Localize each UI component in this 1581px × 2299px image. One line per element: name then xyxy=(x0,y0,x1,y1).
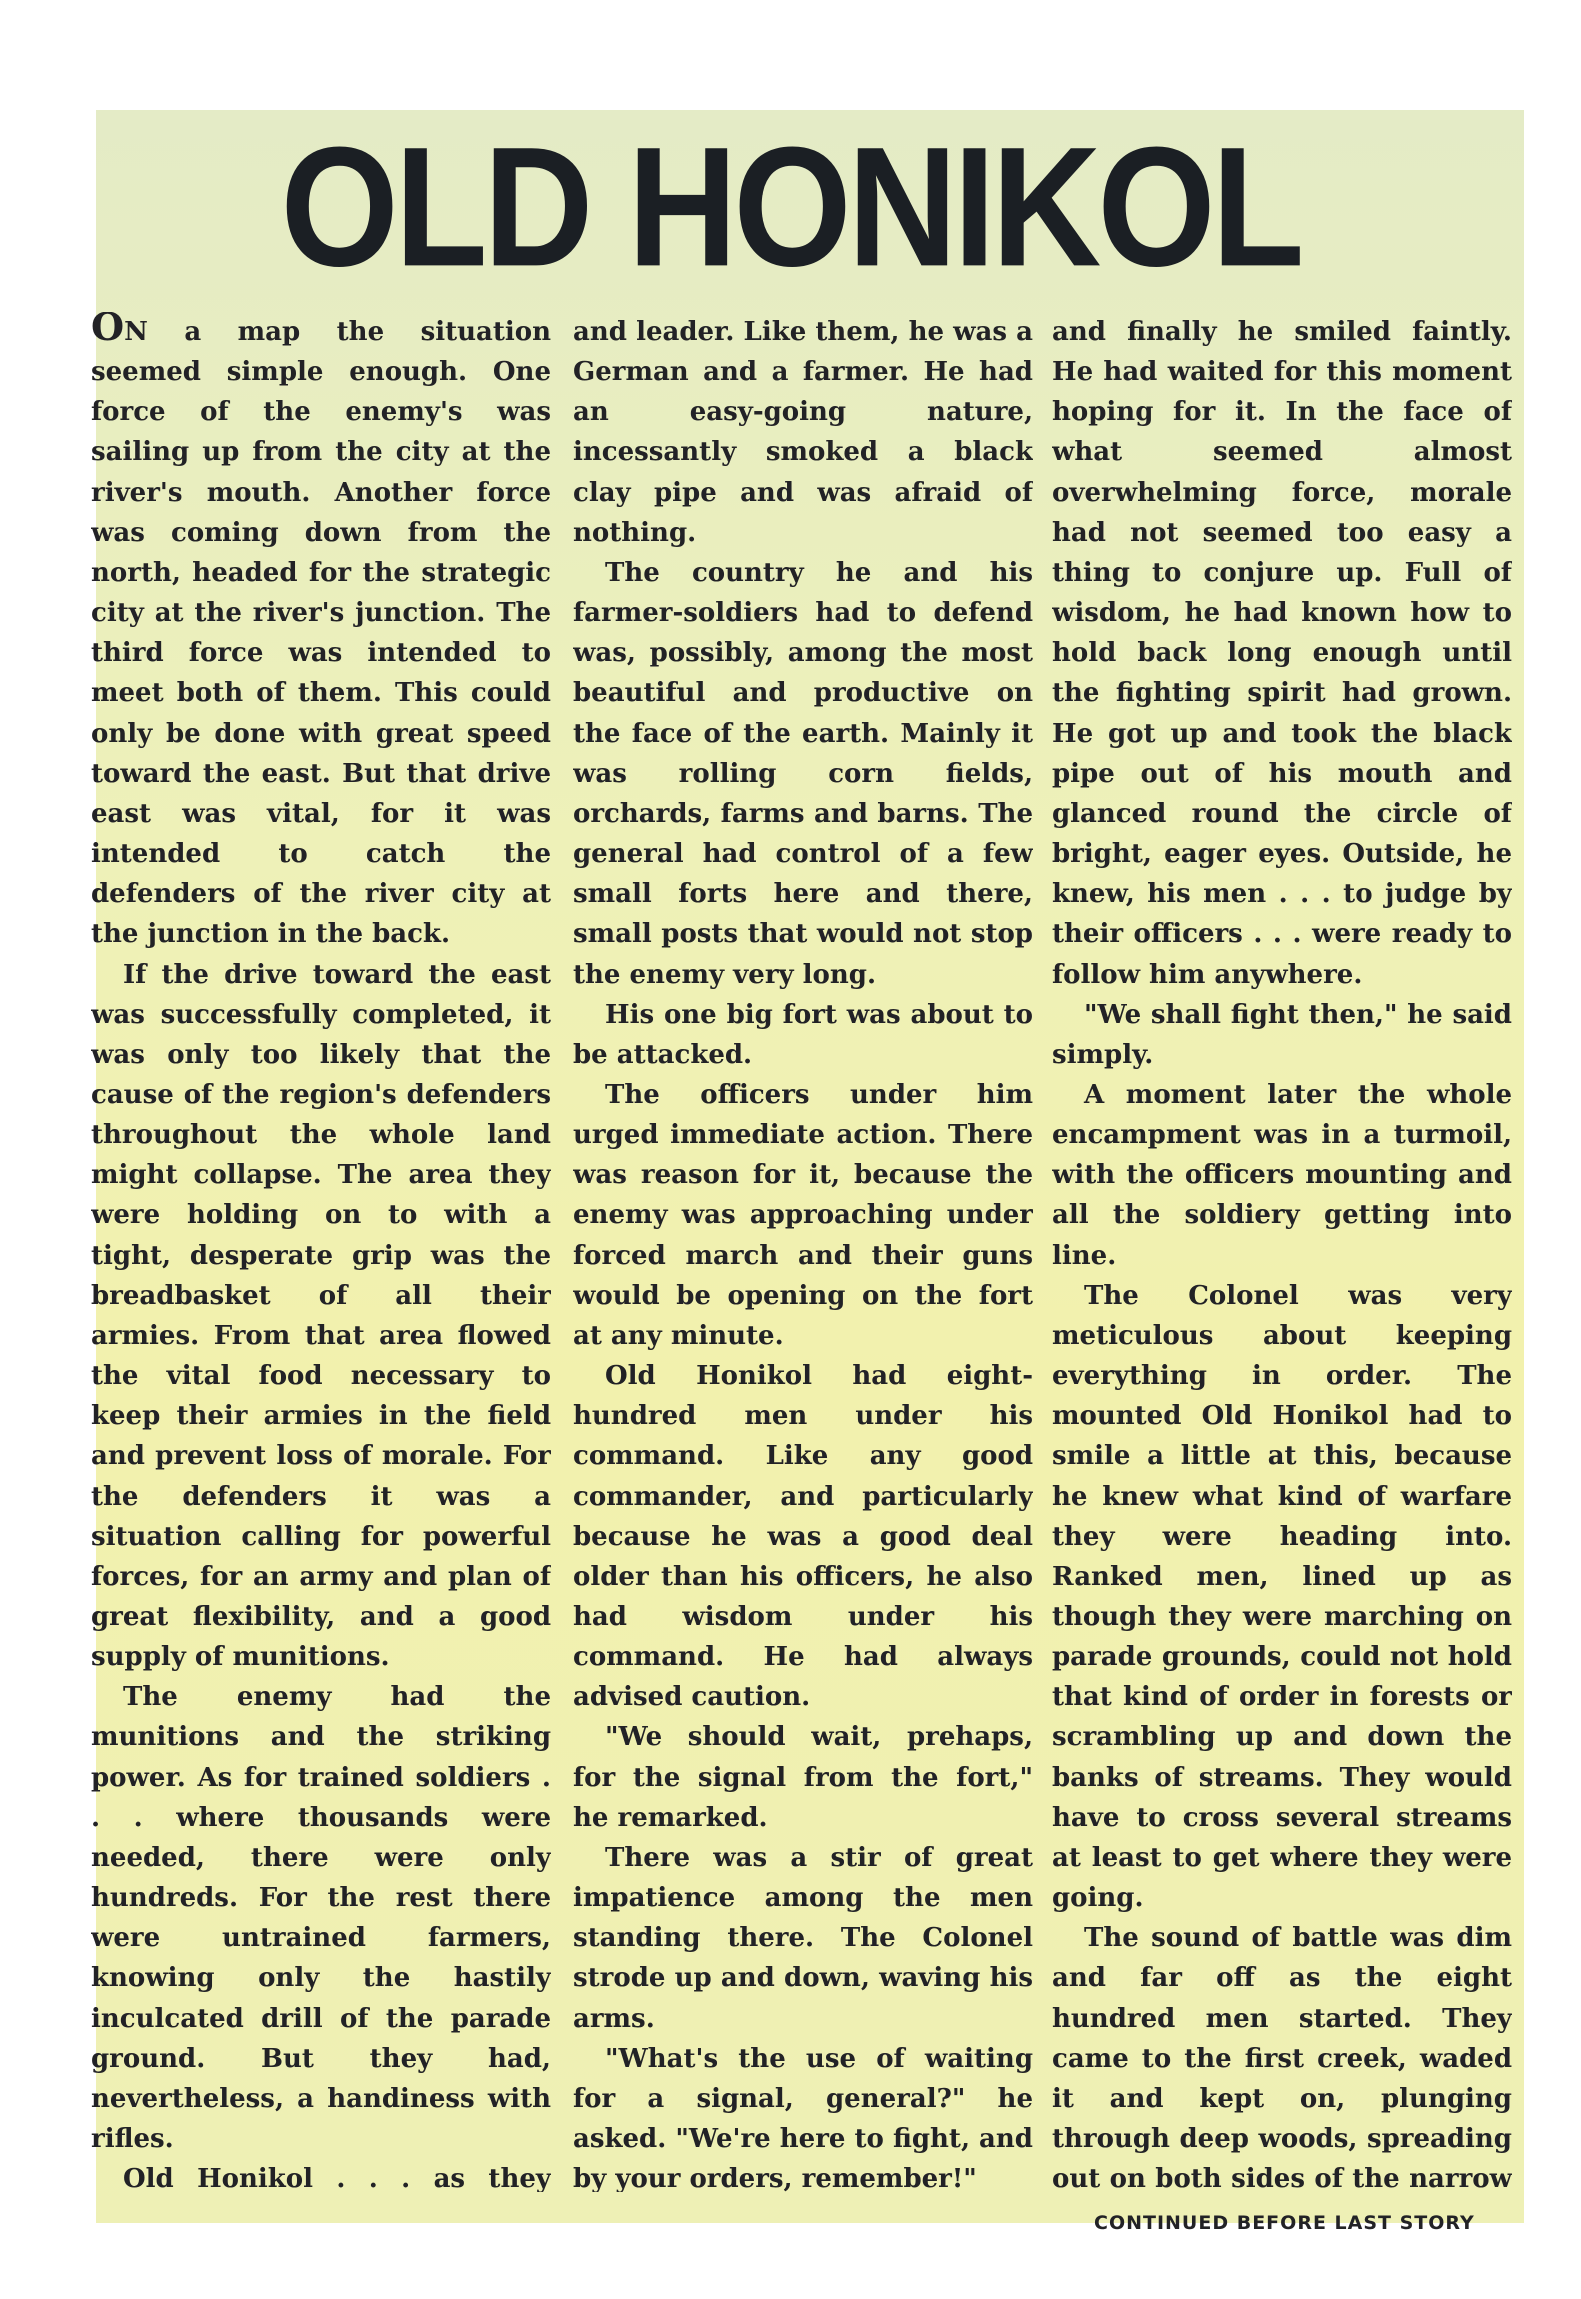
paragraph: and leader. Like them, he was a German and a farmer. He had an easy-going nature, incessantly smoked a black clay pipe and was afraid of nothing. xyxy=(573,317,1033,548)
paragraph: A moment later the whole encampment was in a turmoil, with the officers mounting and all the soldiery getting into line. xyxy=(1052,1079,1512,1271)
continued-note: CONTINUED BEFORE LAST STORY xyxy=(1094,2212,1475,2234)
paragraph: The country he and his farmer-soldiers had to defend was, possibly, among the most beautiful and productive on the face of the earth. Mainly it was rolling corn fields, orchards, farms and barns. The general had control of a few small forts here and there, small posts that would not stop the enemy very long. xyxy=(573,557,1033,990)
paragraph: Old Honikol . . . as they xyxy=(123,2164,551,2192)
story-title: OLD HONIKOL xyxy=(280,111,1301,303)
paragraph: There was a stir of great impatience among the men standing there. The Colonel strode up and down, waving his arms. xyxy=(573,1842,1033,2034)
drop-cap: O xyxy=(91,312,125,349)
paragraph: If the drive toward the east was successfully completed, it was only too likely that the cause of the region's defenders throughout the whole land might collapse. The area they were holding on to with a tight, desperate grip was the breadbasket of all their armies. From that area flowed the vital food necessary to keep their armies in the field and prevent loss of morale. For the defenders it was a situation calling for powerful forces, for an army and plan of great flexibility, and a good supply of munitions. xyxy=(91,959,551,1673)
paragraph: The enemy had the munitions and the striking power. As for trained soldiers . . . where thousands were needed, there were only hundreds. For the rest there were untrained farmers, knowing only the hastily inculcated drill of the parade ground. But they had, nevertheless, a handiness with rifles. xyxy=(91,1682,551,2155)
paragraph: The Colonel was very meticulous about keeping everything in order. The mounted Old Honikol had to smile a little at this, because he knew what kind of warfare they were heading into. Ranked men, lined up as though they were marching on parade grounds, could not hold that kind of order in forests or scrambling up and down the banks of streams. They would have to cross several streams at least to get where they were going. xyxy=(1052,1280,1512,1914)
paragraph: His one big fort was about to be attacked. xyxy=(573,999,1033,1070)
paragraph: and finally he smiled faintly. He had waited for this moment hoping for it. In the face of what seemed almost overwhelming force, morale had not seemed too easy a thing to conjure up. Full of wisdom, he had known how to hold back long enough until the fighting spirit had grown. He got up and took the black pipe out of his mouth and glanced round the circle of bright, eager eyes. Outside, he knew, his men . . . to judge by their officers . . . were ready to follow him anywhere. xyxy=(1052,317,1512,990)
paragraph: "What's the use of waiting for a signal, general?" he asked. "We're here to fight, and by your orders, remember!" xyxy=(573,2043,1033,2192)
paragraph: "We should wait, prehaps, for the signal from the fort," he remarked. xyxy=(573,1722,1033,1833)
paragraph: ON a map the situation seemed simple enough. One force of the enemy's was sailing up from the city at the river's mouth. Another force was coming down from the north, headed for the strategic city at the river's junction. The third force was intended to meet both of them. This could only be done with great speed toward the east. But that drive east was vital, for it was intended to catch the defenders of the river city at the junction in the back. xyxy=(91,312,551,955)
paragraph: The sound of battle was dim and far off as the eight hundred men started. They came to the first creek, waded it and kept on, plunging through deep woods, spreading out on both sides of the narrow xyxy=(1052,1923,1512,2192)
paragraph: "We shall fight then," he said simply. xyxy=(1052,999,1512,1070)
text-column-1 xyxy=(91,312,551,2192)
text-column-2 xyxy=(573,312,1033,2192)
text-column-3 xyxy=(1052,312,1512,2192)
paragraph: Old Honikol had eight-hundred men under his command. Like any good commander, and particularly because he was a good deal older than his officers, he also had wisdom under his command. He had always advised caution. xyxy=(573,1361,1033,1713)
paragraph: The officers under him urged immediate action. There was reason for it, because the enemy was approaching under forced march and their guns would be opening on the fort at any minute. xyxy=(573,1079,1033,1351)
